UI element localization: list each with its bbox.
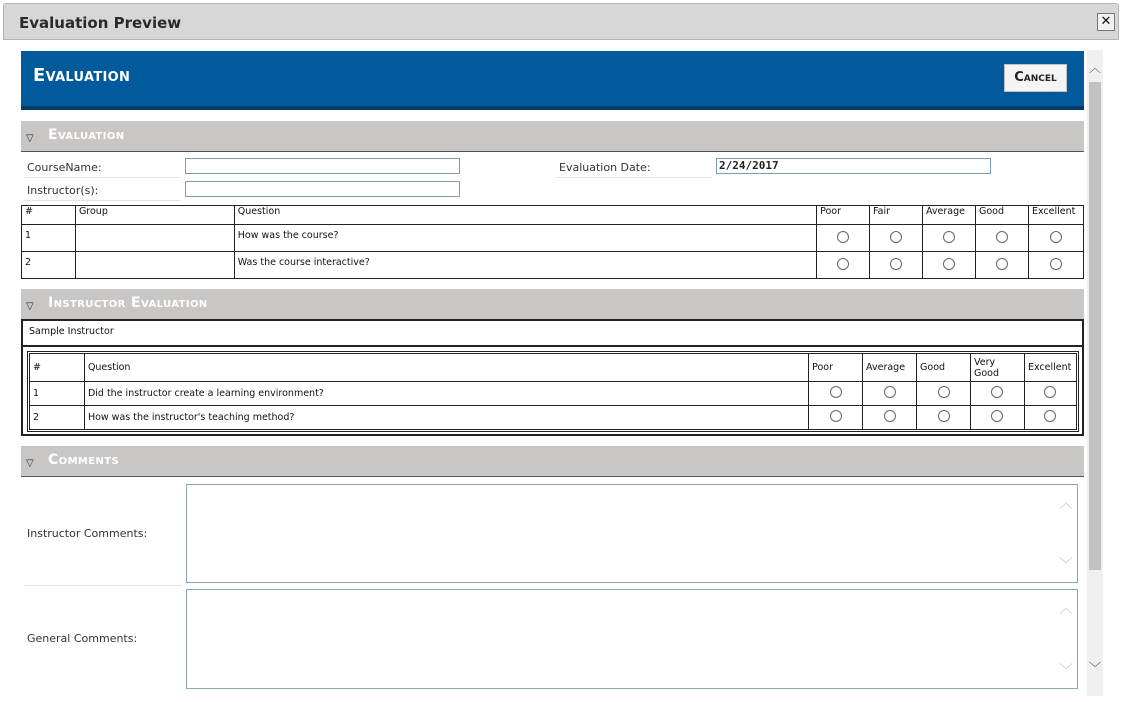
general-comments-textarea[interactable] xyxy=(186,589,1078,689)
evaluation-header xyxy=(21,51,1084,110)
course-questions-table xyxy=(21,205,1084,279)
divider xyxy=(556,177,712,178)
rating-radio-average[interactable] xyxy=(884,386,896,398)
divider xyxy=(24,177,180,178)
chevron-down-icon[interactable]: ﹀ xyxy=(1059,663,1073,679)
column-header: Good xyxy=(975,206,1028,225)
table-row xyxy=(22,252,1084,279)
column-header: Average xyxy=(863,354,917,382)
chevron-down-icon[interactable]: ﹀ xyxy=(1088,661,1101,675)
evaluation-date-input[interactable]: 2/24/2017 xyxy=(716,158,991,174)
column-header: Good xyxy=(917,354,971,382)
rating-radio-average[interactable] xyxy=(943,231,955,243)
instructor-comments-label: Instructor Comments: xyxy=(27,527,148,540)
triangle-down-icon[interactable]: ▽ xyxy=(26,458,34,469)
dialog-title: Evaluation Preview xyxy=(19,14,182,32)
cancel-button[interactable]: Cancel xyxy=(1004,64,1067,92)
column-header: Poor xyxy=(817,206,870,225)
column-header: Excellent xyxy=(1028,206,1083,225)
column-header: Question xyxy=(84,354,808,382)
rating-radio-very-good[interactable] xyxy=(991,410,1003,422)
rating-radio-poor[interactable] xyxy=(837,258,849,270)
instructor-questions-table xyxy=(29,353,1077,430)
table-header-row xyxy=(30,354,1077,382)
column-header: Average xyxy=(922,206,975,225)
column-header: Group xyxy=(75,206,234,225)
triangle-down-icon[interactable]: ▽ xyxy=(26,301,34,312)
rating-radio-excellent[interactable] xyxy=(1044,386,1056,398)
close-icon[interactable]: ✕ xyxy=(1097,13,1115,31)
column-header: Question xyxy=(234,206,816,225)
section-title: Comments xyxy=(48,452,120,468)
column-header: Poor xyxy=(809,354,863,382)
row-group xyxy=(75,225,234,252)
course-name-input[interactable] xyxy=(185,158,460,174)
general-comments-label: General Comments: xyxy=(27,632,138,645)
rating-radio-good[interactable] xyxy=(996,231,1008,243)
rating-radio-poor[interactable] xyxy=(830,386,842,398)
chevron-up-icon[interactable]: ︿ xyxy=(1059,601,1073,617)
rating-radio-very-good[interactable] xyxy=(991,386,1003,398)
instructor-comments-textarea[interactable] xyxy=(186,484,1078,583)
instructors-label: Instructor(s): xyxy=(27,184,99,197)
rating-radio-excellent[interactable] xyxy=(1050,231,1062,243)
rating-radio-good[interactable] xyxy=(996,258,1008,270)
row-question: How was the course? xyxy=(234,225,816,252)
column-header: Excellent xyxy=(1024,354,1076,382)
instructor-evaluation-panel xyxy=(21,319,1084,436)
row-question: Did the instructor create a learning environment? xyxy=(84,382,808,406)
table-header-row xyxy=(22,206,1084,225)
rating-radio-good[interactable] xyxy=(938,386,950,398)
header-title: Evaluation xyxy=(33,65,131,86)
section-comments[interactable] xyxy=(21,446,1084,477)
rating-radio-fair[interactable] xyxy=(890,258,902,270)
dialog-content xyxy=(0,42,1123,702)
chevron-down-icon[interactable]: ﹀ xyxy=(1059,557,1073,573)
row-number: 2 xyxy=(30,406,85,430)
divider xyxy=(23,345,1082,347)
divider xyxy=(24,585,182,586)
section-title: Instructor Evaluation xyxy=(48,295,208,311)
column-header: # xyxy=(22,206,76,225)
section-evaluation[interactable] xyxy=(21,121,1084,152)
instructors-input[interactable] xyxy=(185,181,460,197)
chevron-up-icon[interactable]: ︿ xyxy=(1088,61,1101,75)
scrollbar-thumb[interactable] xyxy=(1089,82,1101,570)
instructor-name: Sample Instructor xyxy=(29,326,114,337)
rating-radio-average[interactable] xyxy=(884,410,896,422)
row-group xyxy=(75,252,234,279)
rating-radio-excellent[interactable] xyxy=(1050,258,1062,270)
rating-radio-good[interactable] xyxy=(938,410,950,422)
rating-radio-poor[interactable] xyxy=(830,410,842,422)
row-number: 1 xyxy=(30,382,85,406)
column-header: # xyxy=(30,354,85,382)
table-row xyxy=(30,382,1077,406)
dialog-titlebar xyxy=(3,3,1119,40)
divider xyxy=(24,200,180,201)
rating-radio-average[interactable] xyxy=(943,258,955,270)
row-question: Was the course interactive? xyxy=(234,252,816,279)
rating-radio-fair[interactable] xyxy=(890,231,902,243)
evaluation-date-label: Evaluation Date: xyxy=(559,161,651,174)
course-name-label: CourseName: xyxy=(27,161,102,174)
row-question: How was the instructor's teaching method? xyxy=(84,406,808,430)
rating-radio-poor[interactable] xyxy=(837,231,849,243)
rating-radio-excellent[interactable] xyxy=(1044,410,1056,422)
chevron-up-icon[interactable]: ︿ xyxy=(1059,496,1073,512)
row-number: 1 xyxy=(22,225,76,252)
table-row xyxy=(22,225,1084,252)
triangle-down-icon[interactable]: ▽ xyxy=(26,133,34,144)
row-number: 2 xyxy=(22,252,76,279)
section-title: Evaluation xyxy=(48,127,125,143)
column-header: Very Good xyxy=(970,354,1024,382)
table-row xyxy=(30,406,1077,430)
column-header: Fair xyxy=(870,206,923,225)
section-instructor-evaluation[interactable] xyxy=(21,289,1084,320)
